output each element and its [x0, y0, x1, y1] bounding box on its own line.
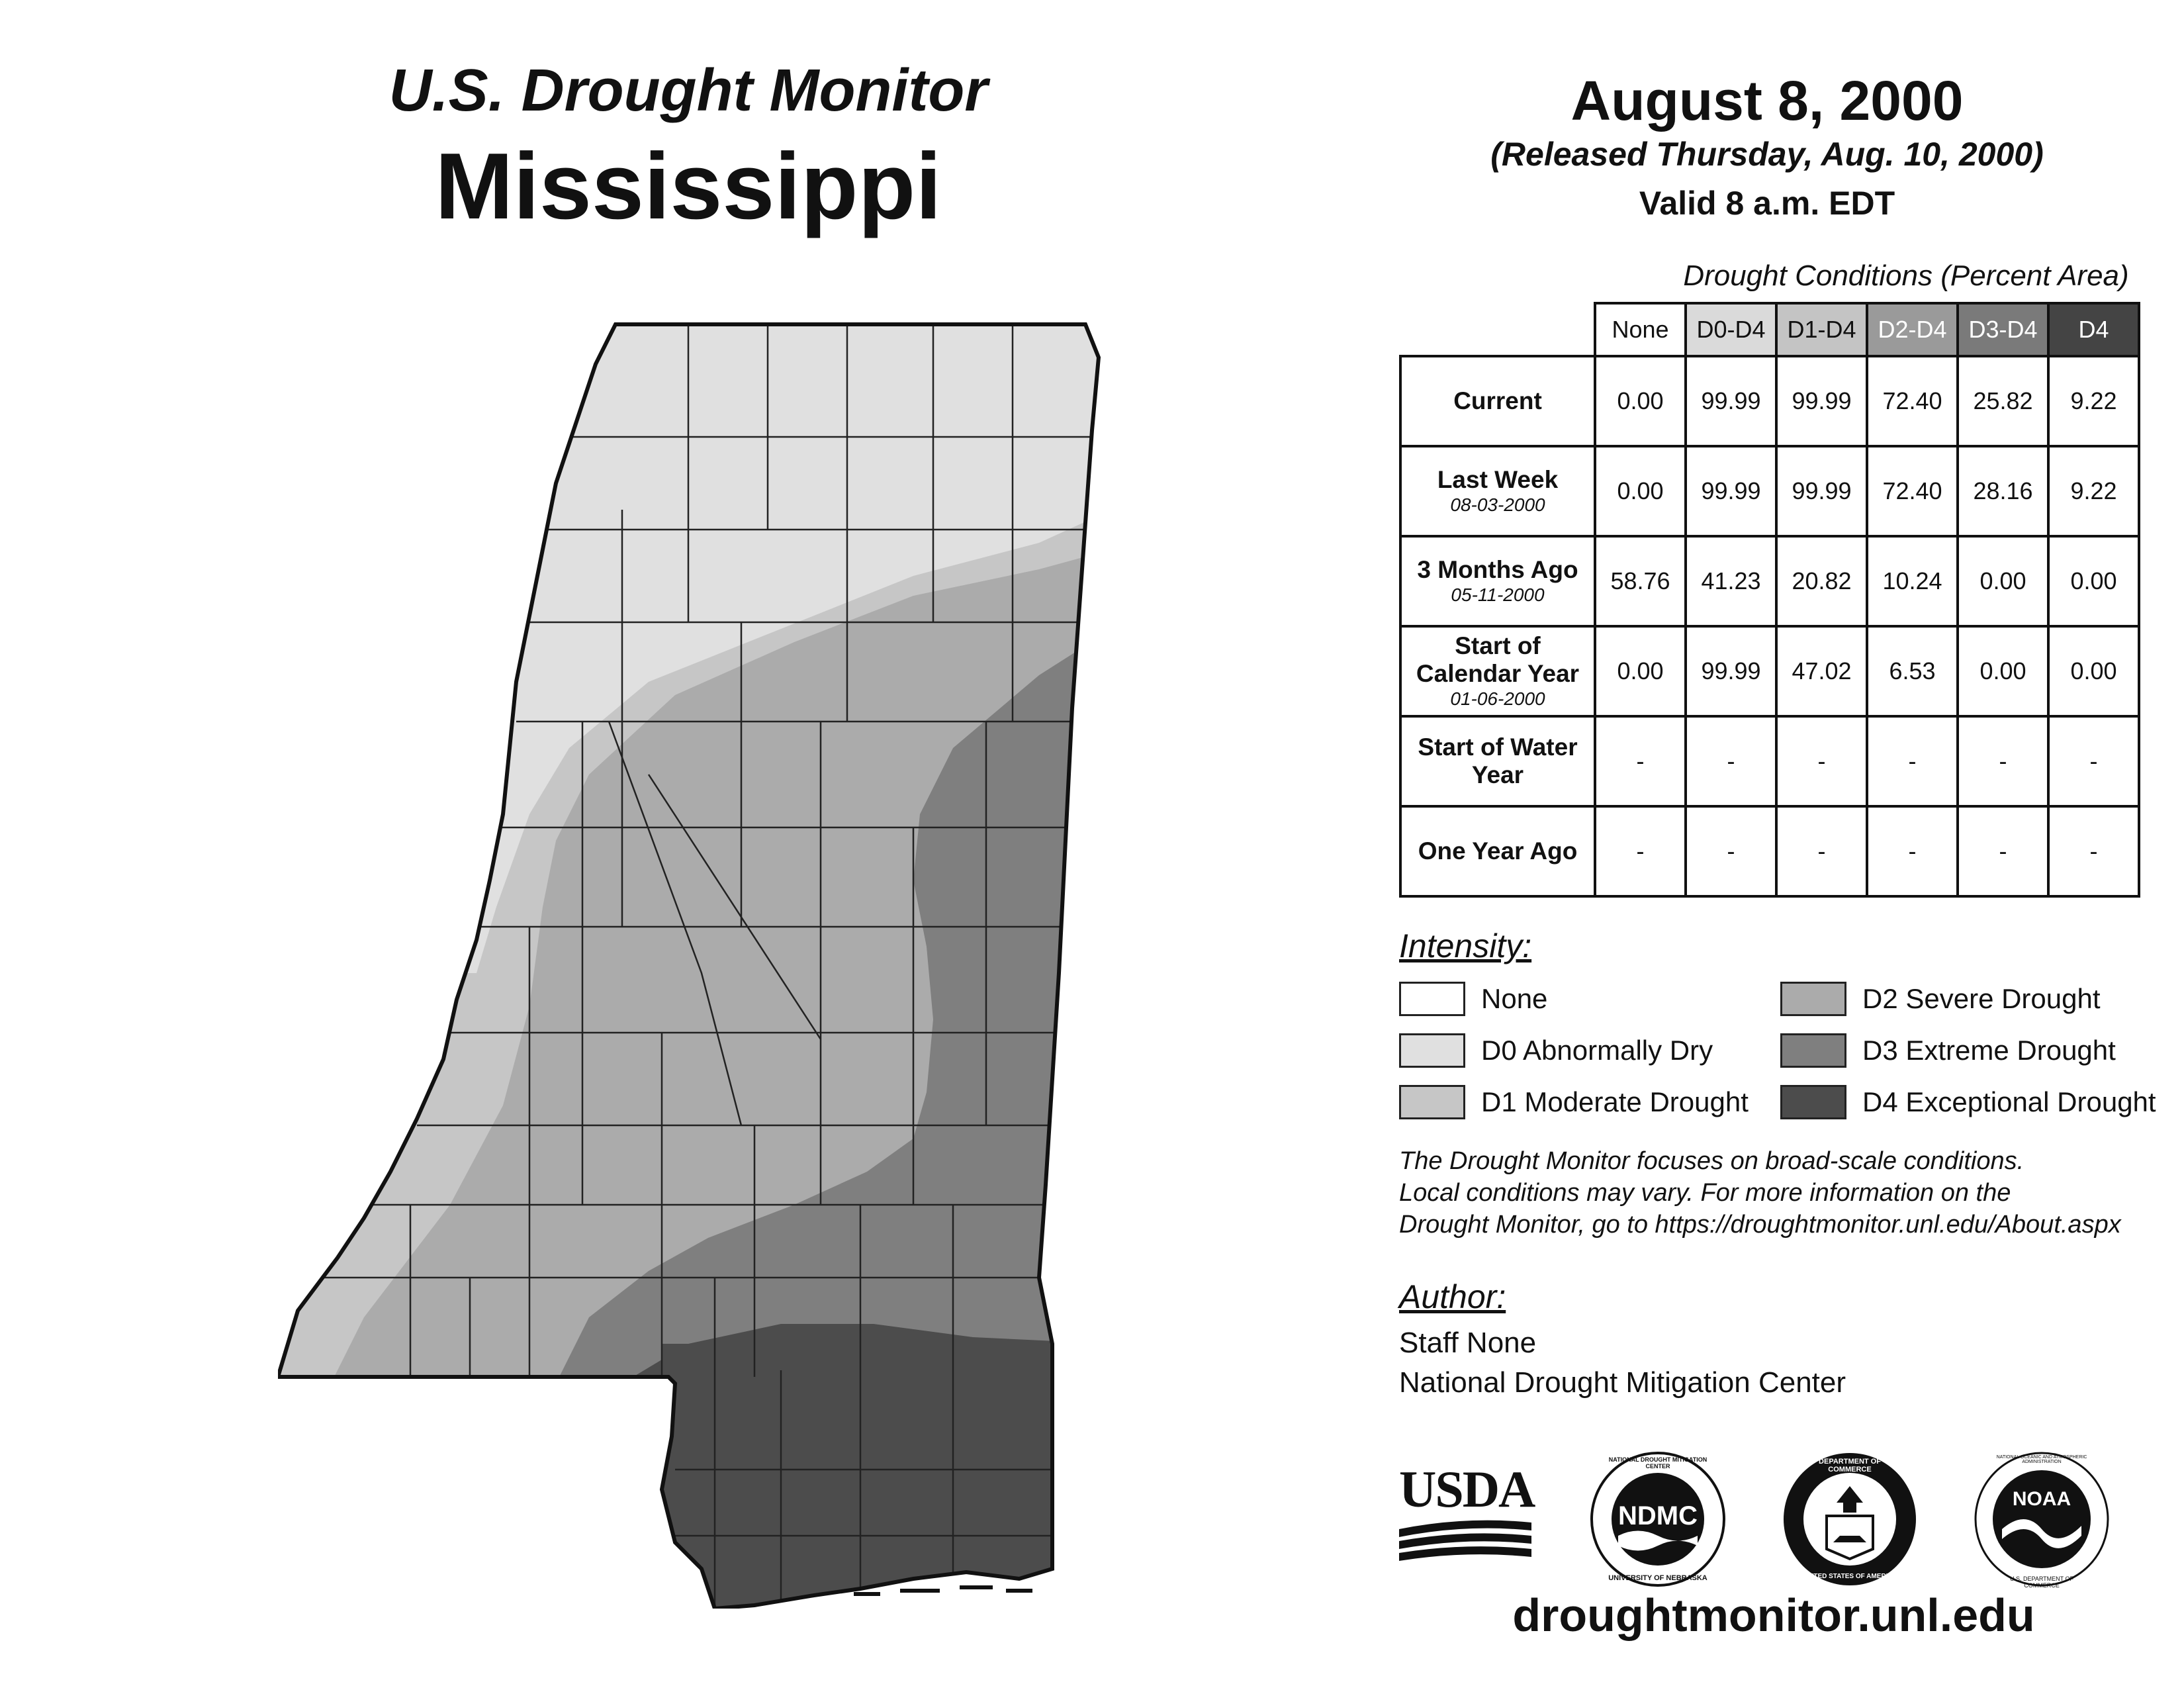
legend-swatch	[1780, 982, 1846, 1016]
table-cell: -	[1867, 716, 1958, 806]
row-label-3-months-ago: 3 Months Ago 05-11-2000	[1400, 536, 1595, 626]
table-cell: -	[1686, 716, 1776, 806]
valid-time: Valid 8 a.m. EDT	[1639, 185, 1895, 222]
doc-ring-text-top: DEPARTMENT OF COMMERCE	[1819, 1458, 1881, 1474]
legend-item-d2	[1780, 980, 2101, 1018]
table-row	[1400, 806, 2139, 896]
table-row	[1400, 446, 2139, 536]
doc-seal-logo	[1780, 1450, 1919, 1589]
table-cell: 99.99	[1686, 446, 1776, 536]
legend-item-d1	[1399, 1083, 1749, 1121]
table-cell: -	[1958, 806, 2048, 896]
ndmc-logo-text: NDMC	[1618, 1501, 1698, 1530]
table-cell: 0.00	[1958, 536, 2048, 626]
zone-d4-gulf	[662, 1344, 1112, 1609]
noaa-logo	[1972, 1450, 2111, 1589]
col-d0-d4: D0-D4	[1686, 303, 1776, 356]
disclaimer-note	[1399, 1145, 2160, 1241]
note-line: Local conditions may vary. For more information on the	[1399, 1179, 2011, 1207]
table-cell: -	[1776, 806, 1867, 896]
noaa-ring-text-top: NATIONAL OCEANIC AND ATMOSPHERIC ADMINISTRATION	[1996, 1455, 2087, 1464]
col-d4: D4	[2048, 303, 2139, 356]
col-d2-d4: D2-D4	[1867, 303, 1958, 356]
table-cell: 0.00	[1958, 626, 2048, 716]
map-date: August 8, 2000	[1570, 70, 1964, 132]
table-header-row	[1400, 303, 2139, 356]
note-line: Drought Monitor, go to https://droughtmonitor.unl.edu/About.aspx	[1399, 1211, 2121, 1239]
table-cell: 47.02	[1776, 626, 1867, 716]
legend-item-none	[1399, 980, 1547, 1018]
legend-swatch	[1399, 982, 1465, 1016]
legend-swatch	[1399, 1033, 1465, 1068]
table-cell: 0.00	[2048, 536, 2139, 626]
legend-swatch	[1399, 1085, 1465, 1119]
table-cell: -	[1958, 716, 2048, 806]
legend-heading: Intensity:	[1399, 927, 1532, 964]
author-name: Staff None	[1399, 1327, 1537, 1359]
ndmc-ring-text-top: NATIONAL DROUGHT MITIGATION CENTER	[1608, 1456, 1707, 1470]
col-d3-d4: D3-D4	[1958, 303, 2048, 356]
table-cell: 9.22	[2048, 446, 2139, 536]
noaa-logo-text: NOAA	[2012, 1488, 2071, 1510]
table-row	[1400, 716, 2139, 806]
table-cell: -	[1686, 806, 1776, 896]
table-cell: -	[1867, 806, 1958, 896]
table-cell: 0.00	[2048, 626, 2139, 716]
legend-item-d4	[1780, 1083, 2156, 1121]
table-cell: -	[2048, 806, 2139, 896]
doc-ring-text-bottom: UNITED STATES OF AMERICA	[1802, 1573, 1897, 1580]
legend-label: D3 Extreme Drought	[1862, 1035, 2116, 1066]
usda-logo-text: USDA	[1399, 1460, 1535, 1518]
legend-label: D1 Moderate Drought	[1481, 1086, 1749, 1117]
product-title: U.S. Drought Monitor	[388, 58, 988, 124]
gulf-islands	[854, 1585, 1032, 1596]
legend-label: D4 Exceptional Drought	[1862, 1086, 2156, 1117]
state-title: Mississippi	[435, 134, 942, 239]
ndmc-logo	[1588, 1450, 1727, 1589]
table-cell: 20.82	[1776, 536, 1867, 626]
mississippi-drought-map	[278, 311, 1112, 1609]
row-label-current: Current	[1400, 356, 1595, 446]
table-cell: 99.99	[1776, 356, 1867, 446]
author-heading: Author:	[1399, 1278, 1506, 1315]
table-cell: 41.23	[1686, 536, 1776, 626]
table-cell: 6.53	[1867, 626, 1958, 716]
legend-item-d3	[1780, 1031, 2116, 1070]
ndmc-ring-text-bottom: UNIVERSITY OF NEBRASKA	[1608, 1574, 1707, 1582]
legend-label: D2 Severe Drought	[1862, 983, 2101, 1014]
table-cell: 9.22	[2048, 356, 2139, 446]
table-caption: Drought Conditions (Percent Area)	[1683, 259, 2129, 292]
noaa-ring-text-bottom: U.S. DEPARTMENT OF COMMERCE	[2009, 1575, 2073, 1589]
row-label-last-week: Last Week 08-03-2000	[1400, 446, 1595, 536]
table-cell: 99.99	[1686, 626, 1776, 716]
table-cell: 99.99	[1686, 356, 1776, 446]
table-cell: 72.40	[1867, 356, 1958, 446]
table-cell: 10.24	[1867, 536, 1958, 626]
table-cell: 99.99	[1776, 446, 1867, 536]
table-cell: 0.00	[1595, 446, 1686, 536]
usda-logo	[1399, 1460, 1535, 1562]
drought-conditions-table	[1399, 302, 2140, 898]
usda-hills-icon	[1399, 1516, 1531, 1562]
table-cell: -	[1776, 716, 1867, 806]
row-label-start-calendar-year: Start of Calendar Year 01-06-2000	[1400, 626, 1595, 716]
author-org: National Drought Mitigation Center	[1399, 1366, 1846, 1399]
table-row	[1400, 356, 2139, 446]
release-date: (Released Thursday, Aug. 10, 2000)	[1490, 136, 2044, 173]
table-cell: -	[2048, 716, 2139, 806]
table-cell: 0.00	[1595, 626, 1686, 716]
noaa-seal-icon	[1972, 1450, 2111, 1589]
table-cell: 28.16	[1958, 446, 2048, 536]
table-cell: 72.40	[1867, 446, 1958, 536]
table-cell: -	[1595, 716, 1686, 806]
table-row	[1400, 626, 2139, 716]
legend-swatch	[1780, 1085, 1846, 1119]
row-label-one-year-ago: One Year Ago	[1400, 806, 1595, 896]
footer-url[interactable]: droughtmonitor.unl.edu	[1512, 1589, 2035, 1641]
col-none: None	[1595, 303, 1686, 356]
table-cell: 25.82	[1958, 356, 2048, 446]
table-cell: 58.76	[1595, 536, 1686, 626]
legend-label: None	[1481, 983, 1548, 1014]
legend-item-d0	[1399, 1031, 1713, 1070]
table-corner	[1400, 303, 1595, 356]
col-d1-d4: D1-D4	[1776, 303, 1867, 356]
legend-label: D0 Abnormally Dry	[1481, 1035, 1713, 1066]
table-cell: -	[1595, 806, 1686, 896]
table-row	[1400, 536, 2139, 626]
row-label-start-water-year: Start of Water Year	[1400, 716, 1595, 806]
table-cell: 0.00	[1595, 356, 1686, 446]
note-line: The Drought Monitor focuses on broad-scale conditions.	[1399, 1147, 2025, 1175]
legend-swatch	[1780, 1033, 1846, 1068]
